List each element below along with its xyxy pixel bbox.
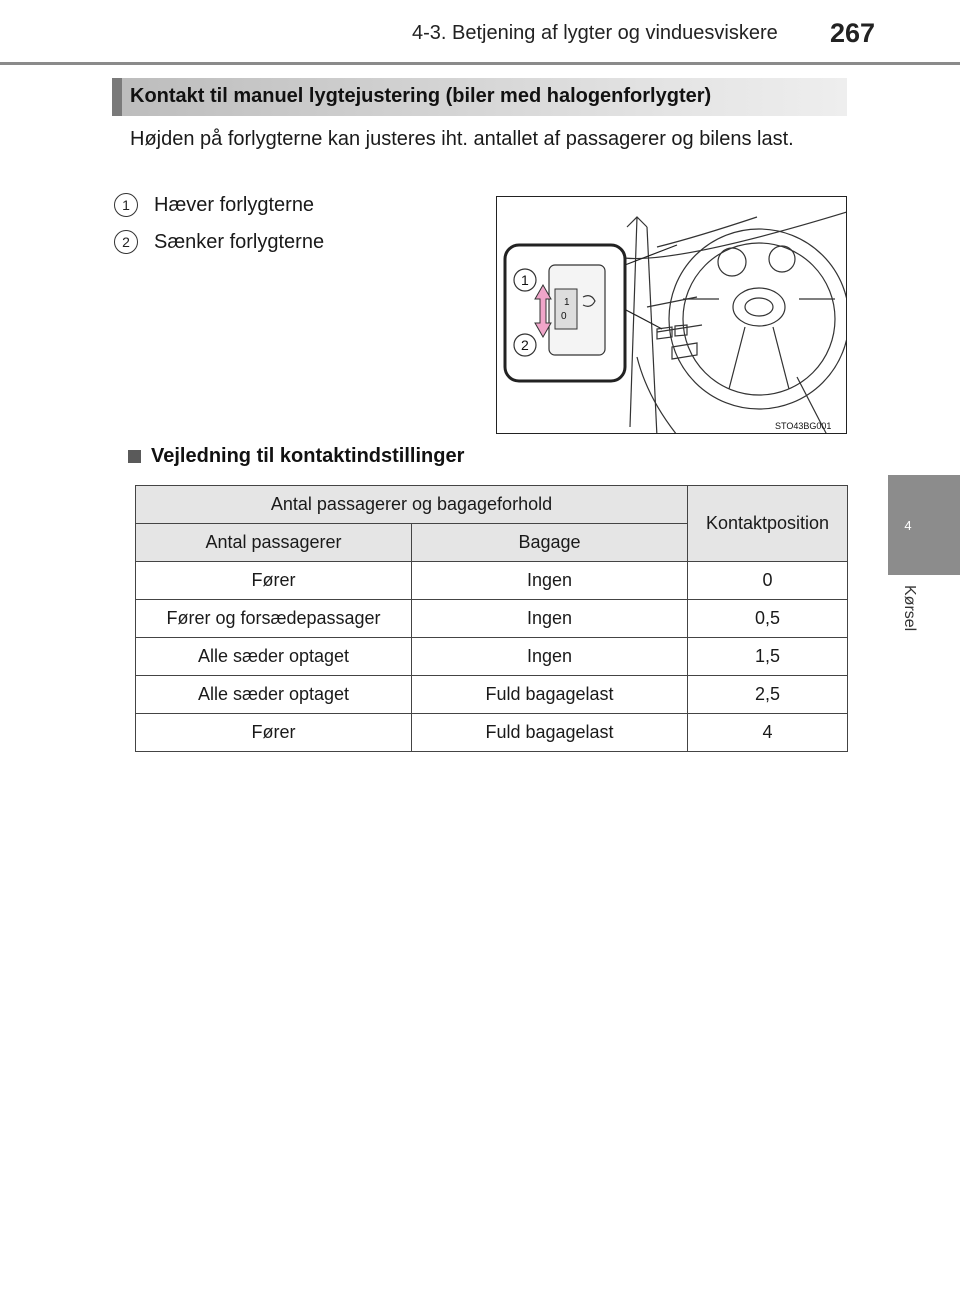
figure-code: STO43BG001	[775, 421, 832, 431]
section-title-accent	[112, 78, 122, 116]
table-row	[136, 638, 848, 676]
table-row	[136, 676, 848, 714]
step-badge: 2	[114, 230, 138, 254]
dial-label-1: 1	[564, 297, 570, 308]
running-header: 4-3. Betjening af lygter og vinduesviskere	[412, 22, 778, 44]
step-text: Hæver forlygterne	[154, 193, 315, 216]
page-number: 267	[830, 18, 876, 48]
step-item-lower	[114, 229, 324, 255]
intro-paragraph: Højden på forlygterne kan justeres iht. antallet af passagerer og bilens last.	[130, 128, 794, 150]
luggage-cell: Ingen	[412, 638, 688, 676]
settings-table	[135, 485, 848, 752]
passengers-cell: Fører	[136, 714, 412, 752]
luggage-header: Bagage	[412, 524, 688, 562]
luggage-cell: Fuld bagagelast	[412, 676, 688, 714]
position-cell: 2,5	[688, 676, 848, 714]
position-header: Kontaktposition	[688, 486, 848, 562]
dial-label-0: 0	[561, 311, 567, 322]
section-title: Kontakt til manuel lygtejustering (biler med halogenforlygter)	[130, 85, 712, 107]
table-row	[136, 600, 848, 638]
luggage-cell: Ingen	[412, 562, 688, 600]
passengers-cell: Fører	[136, 562, 412, 600]
luggage-cell: Ingen	[412, 600, 688, 638]
step-text: Sænker forlygterne	[154, 230, 325, 253]
connector-line	[625, 245, 677, 265]
luggage-cell: Fuld bagagelast	[412, 714, 688, 752]
position-cell: 0	[688, 562, 848, 600]
step-item-raise	[114, 192, 314, 218]
step-badge: 1	[114, 193, 138, 217]
settings-guide-title: Vejledning til kontaktindstillinger	[151, 445, 465, 467]
table-row	[136, 562, 848, 600]
bullet-square-icon	[128, 450, 141, 463]
settings-guide-heading	[128, 445, 464, 468]
chapter-number: 4	[904, 518, 912, 533]
passengers-cell: Fører og forsædepassager	[136, 600, 412, 638]
header-divider	[0, 62, 960, 65]
position-cell: 4	[688, 714, 848, 752]
chapter-label: Kørsel	[901, 585, 918, 632]
table-header-row	[136, 486, 848, 524]
position-cell: 1,5	[688, 638, 848, 676]
callout-2: 2	[521, 337, 529, 353]
dial-wheel	[555, 289, 577, 329]
callout-1: 1	[521, 272, 529, 288]
passengers-cell: Alle sæder optaget	[136, 638, 412, 676]
passengers-cell: Alle sæder optaget	[136, 676, 412, 714]
passengers-header: Antal passagerer	[136, 524, 412, 562]
section-title-bar	[112, 78, 847, 116]
chapter-tab	[888, 475, 960, 575]
group-header: Antal passagerer og bagageforhold	[136, 486, 688, 524]
position-cell: 0,5	[688, 600, 848, 638]
table-row	[136, 714, 848, 752]
dashboard-illustration	[496, 196, 847, 434]
